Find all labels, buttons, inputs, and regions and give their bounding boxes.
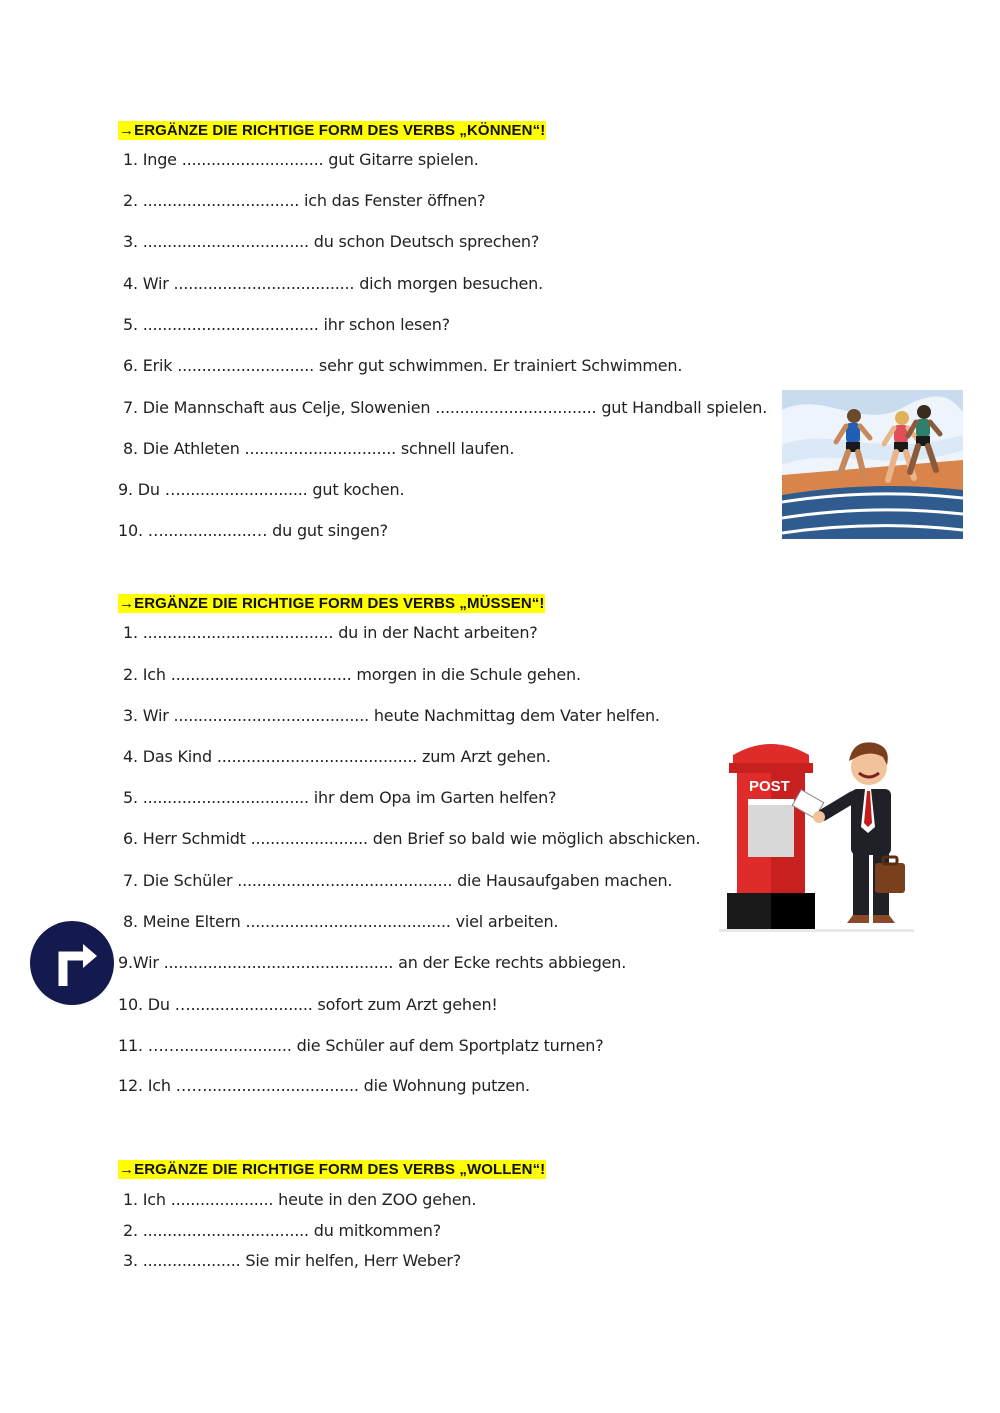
runners-illustration — [782, 390, 963, 539]
postbox-label: POST — [749, 778, 790, 795]
exercise-line: 10. …..................… du gut singen? — [118, 521, 388, 540]
exercise-line: 2. .................................. du mitkommen? — [123, 1221, 441, 1240]
exercise-line: 11. ……....................... die Schüler auf dem Sportplatz turnen? — [118, 1036, 604, 1055]
exercise-line: 10. Du …......................... sofort zum Arzt gehen! — [118, 995, 498, 1014]
exercise-line: 3. Wir ........................................ heute Nachmittag dem Vater helfen. — [123, 706, 660, 725]
exercise-line: 9.Wir ............................................... an der Ecke rechts abbiegen. — [118, 953, 627, 972]
exercise-line: 12. Ich ……............................... die Wohnung putzen. — [118, 1076, 530, 1095]
exercise-line: 9. Du ….......................... gut kochen. — [118, 480, 405, 499]
exercise-line: 6. Herr Schmidt ........................ den Brief so bald wie möglich abschicken. — [123, 829, 701, 848]
exercise-line: 5. .................................. ihr dem Opa im Garten helfen? — [123, 788, 557, 807]
exercise-line: 8. Die Athleten ............................... schnell laufen. — [123, 439, 515, 458]
exercise-line: 1. ....................................... du in der Nacht arbeiten? — [123, 623, 538, 642]
exercise-line: 3. .................... Sie mir helfen, Herr Weber? — [123, 1251, 462, 1270]
section-heading-muessen: →ERGÄNZE DIE RICHTIGE FORM DES VERBS „MÜSSEN“! — [119, 595, 545, 612]
section-heading-koennen: →ERGÄNZE DIE RICHTIGE FORM DES VERBS „KÖNNEN“! — [119, 122, 546, 139]
exercise-line: 4. Das Kind ......................................... zum Arzt gehen. — [123, 747, 551, 766]
exercise-line: 1. Inge ............................. gut Gitarre spielen. — [123, 150, 479, 169]
exercise-line: 3. .................................. du schon Deutsch sprechen? — [123, 232, 540, 251]
turn-right-sign-icon — [29, 920, 115, 1006]
man-at-postbox-illustration — [719, 735, 914, 932]
exercise-line: 2. Ich ..................................... morgen in die Schule gehen. — [123, 665, 581, 684]
exercise-line: 1. Ich ..................... heute in den ZOO gehen. — [123, 1190, 477, 1209]
exercise-line: 4. Wir ..................................... dich morgen besuchen. — [123, 274, 544, 293]
exercise-line: 7. Die Schüler ............................................ die Hausaufgaben machen. — [123, 871, 673, 890]
section-heading-wollen: →ERGÄNZE DIE RICHTIGE FORM DES VERBS „WOLLEN“! — [119, 1161, 546, 1178]
exercise-line: 8. Meine Eltern .......................................... viel arbeiten. — [123, 912, 559, 931]
exercise-line: 6. Erik ............................ sehr gut schwimmen. Er trainiert Schwimmen. — [123, 356, 683, 375]
exercise-line: 2. ................................ ich das Fenster öffnen? — [123, 191, 486, 210]
exercise-line: 7. Die Mannschaft aus Celje, Slowenien ................................. gut Handball spielen. — [123, 398, 768, 417]
exercise-line: 5. .................................... ihr schon lesen? — [123, 315, 450, 334]
